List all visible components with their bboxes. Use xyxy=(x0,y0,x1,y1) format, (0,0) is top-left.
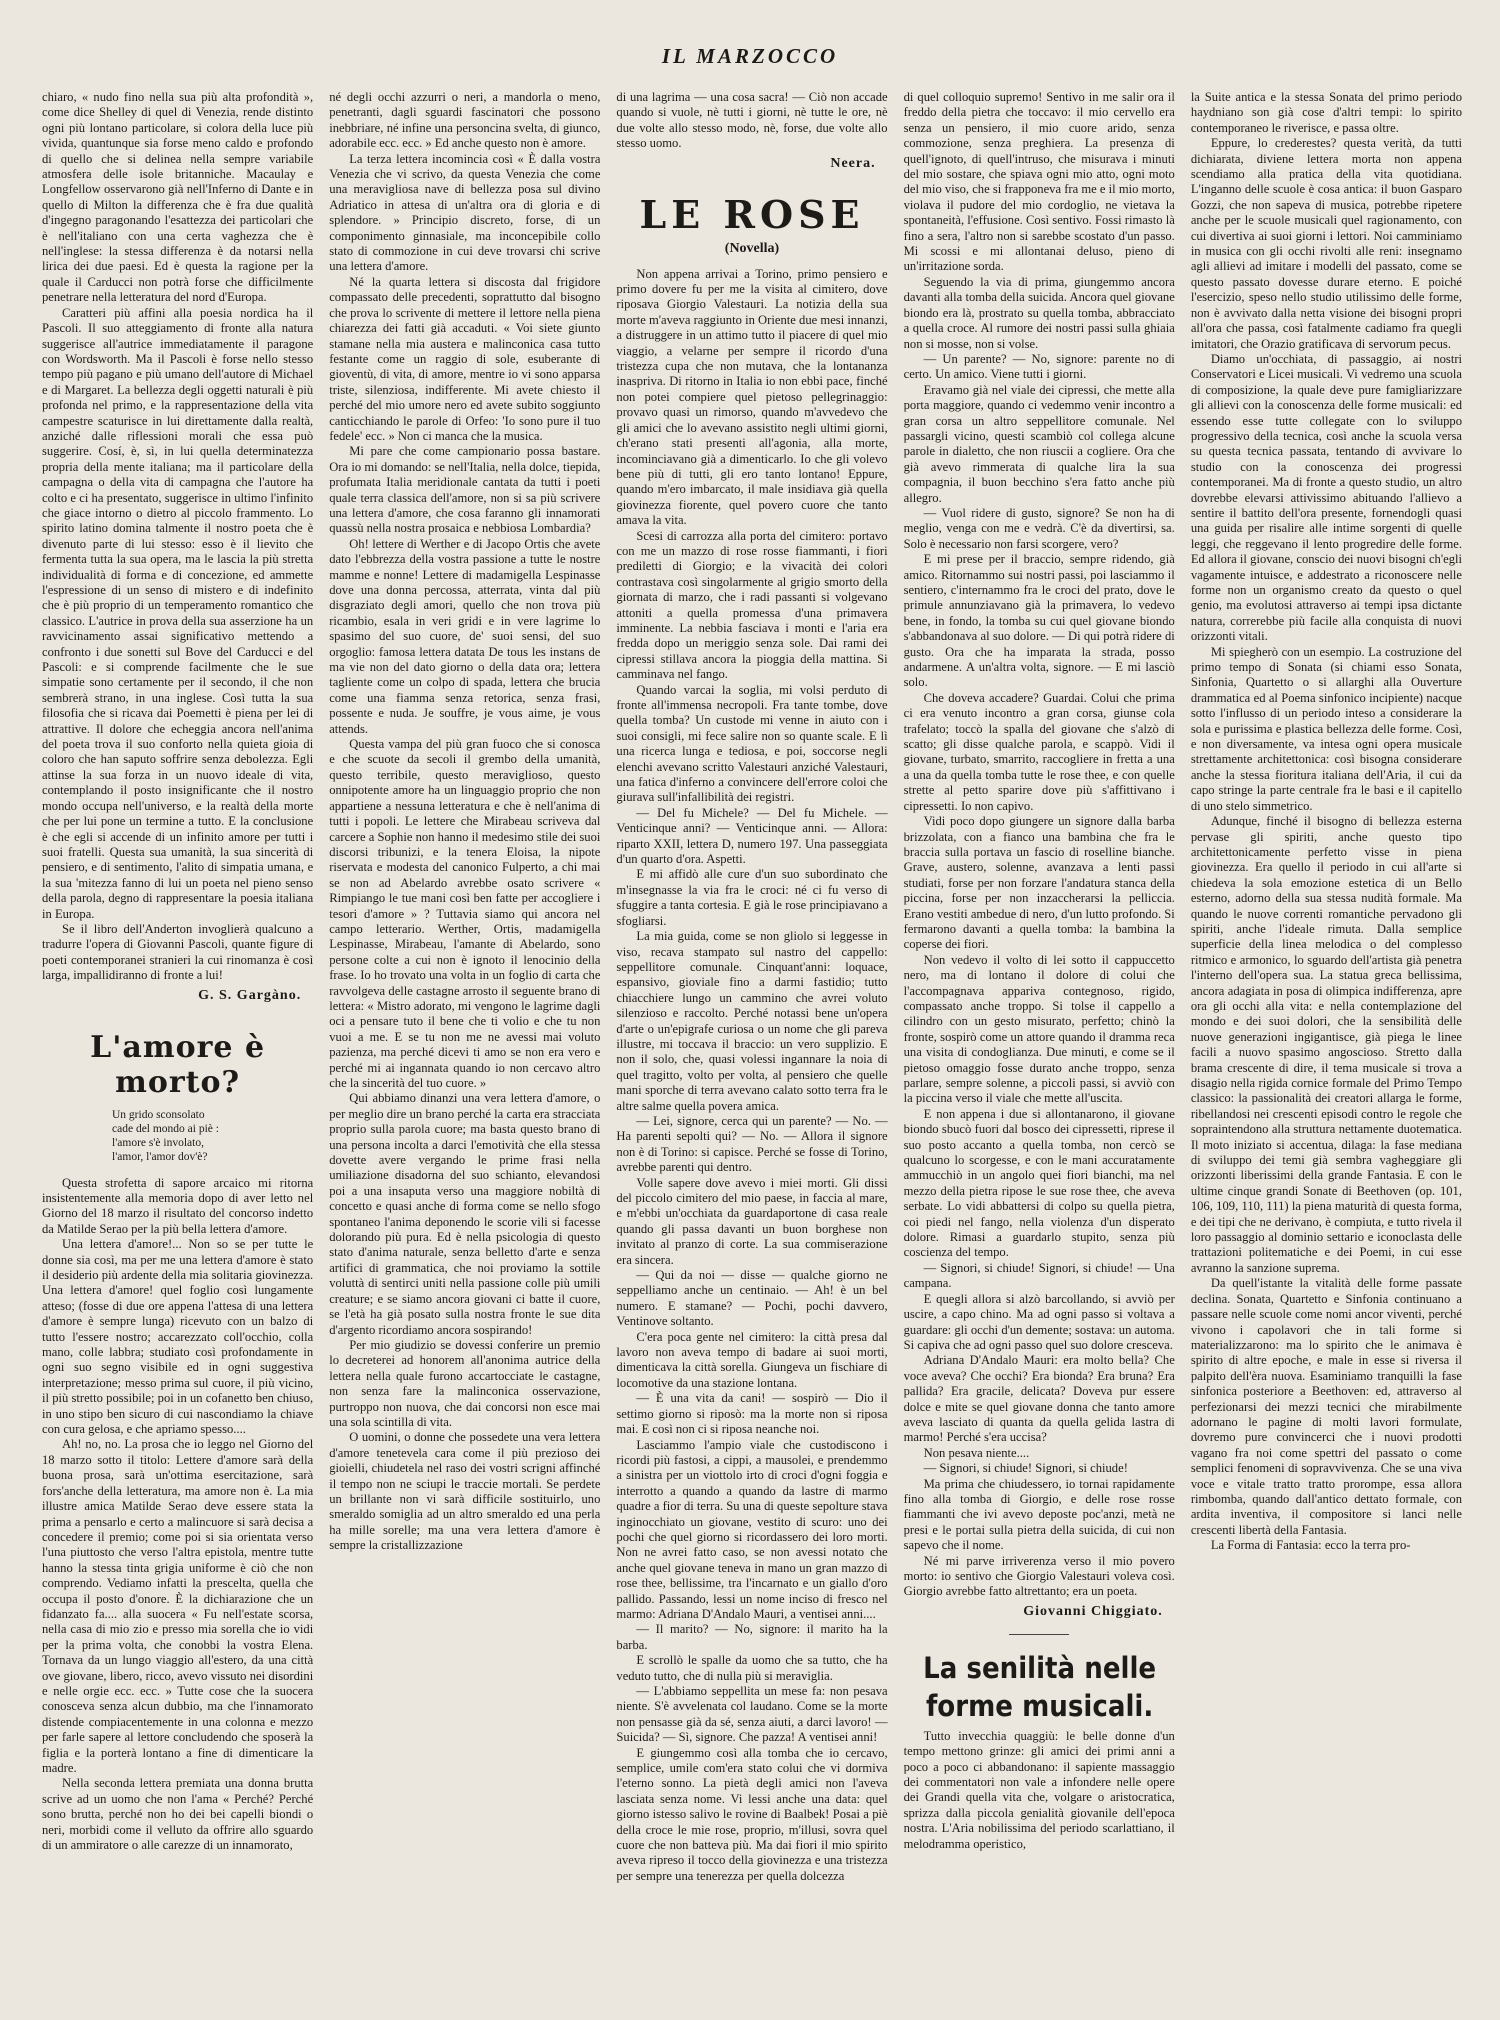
paragraph: — Signori, si chiude! Signori, si chiude! — Una campana. xyxy=(903,1260,1175,1291)
poem-line: l'amore s'è involato, xyxy=(112,1136,204,1149)
paragraph: Caratteri più affini alla poesia nordica ha il Pascoli. Il suo atteggiamento di fronte alla natura suggerisce all'autrice immediatamente il paragone con Wordsworth. Ma il Pascoli è forse nello stesso tempo più pagano e più umano dell'autore di Michael e di Margaret. La bellezza degli oggetti naturali è più profonda nel primo, e la rappresentazione della vita campestre scaturisce in lui direttamente dalla realtà, anziché dalle riflessioni morali che essa può suggerire. Cosí, è, sì, in lui quella determinatezza propria della mente italiana; ma il particolare della campagna o della vita di campagna che l'autore ha colto e ci ha presentato, suggerisce in ultimo l'infinito che giace intorno o dietro al piccolo frammento. Lo spirito latino domina talmente il nostro poeta che è divenuto parte di lui stesso: esso è il lievito che fermenta tutta la sua opera, ma le lascia la più stretta individualità di forma e di concezione, ed ammette l'espressione di un senso di mistero e di indefinito che è più proprio di un temperamento romantico che classico. L'autrice in prova della sua asserzione ha un ravvicinamento assai significativo mettendo a confronto i due sonetti sul Bove del Carducci e del Pascoli: e si comprende facilmente che le sue simpatie sono certamente per il secondo, il che non sembrerà strano, in una inglese. Così tutta la sua filosofia che si ricava dai Poemetti è piena per lei di attrattive. Il dolore che echeggia ancora nell'anima del poeta trova il suo conforto nella quieta gioia di coloro che han saputo soffrire senza debolezza. Egli attinse la sua forza in un nuovo ideale di vita, contemplando il posto insignificante che il nostro mondo occupa nell'universo, e la realtà della morte che per lui pone un termine a tutto. E la conclusione è che egli si accende di un infinito amore per tutti i suoi fratelli. Questa sua umanità, la sua sincerità di pensiero, e di sentimento, l'alito di simpatia umana, e la sua 'mitezza fanno di lui un poeta nel pieno senso della parola, degno di rappresentare la poesia italiana in Europa. xyxy=(42,305,314,921)
paragraph: Scesi di carrozza alla porta del cimitero: portavo con me un mazzo di rose rosse fiammanti, i fiori prediletti di Giorgio; e la vivacità dei colori contrastava così singolarmente al grigio smorto della giornata di marzo, che i radi passanti si volgevano attoniti a quella promessa d'una primavera imminente. La nebbia fasciava i monti e l'aria era fredda dopo un meriggio senza sole. Dai rami dei cipressi stillava ancora la pioggia della mattina. Si camminava nel fango. xyxy=(616,528,888,682)
paragraph: Per mio giudizio se dovessi conferire un premio lo decreterei ad honorem all'anonima autrice della lettera nella quale furono accartocciate le castagne, non senza fare la malinconica osservazione, purtroppo non nuova, che dai concorsi non esce mai una sola scintilla di vita. xyxy=(329,1337,601,1429)
paragraph: C'era poca gente nel cimitero: la città presa dal lavoro non aveva tempo di badare ai suoi morti, dimenticava la città sorella. Giungeva un fischiare di locomotive da una stazione lontana. xyxy=(616,1329,888,1390)
paragraph: — Signori, si chiude! Signori, si chiude! xyxy=(923,1461,1128,1476)
paragraph: La mia guida, come se non gliolo si leggesse in viso, recava stampato sul nastro del cappello: seppellitore comunale. Cinquant'anni: loquace, espansivo, gioviale fino a darmi fastidio; tutto chiacchiere lungo un cammino che avrei voluto silenzioso e raccolto. Perché notassi bene un'opera d'arte o un'epigrafe curiosa o un nome che gli pareva illustre, mi toccava il braccio: un vero supplizio. E non il solo, che, quasi volessi ingannare la noia di quel tragitto, volto per volta, al pensiero che quelle mani sporche di terra avevano calato sotto terra fra le altre salme quella povera amica. xyxy=(616,929,888,1113)
paragraph: Questa strofetta di sapore arcaico mi ritorna insistentemente alla memoria dopo di aver letto nel Giorno del 18 marzo il risultato del concorso indetto da Matilde Serao per la più bella lettera d'amore. xyxy=(42,1175,314,1236)
paragraph: Né la quarta lettera si discosta dal frigidore compassato delle precedenti, soprattutto dal bisogno che prova lo scrivente di mettere il lettore nella piena chiarezza dei fatti già accaduti. « Voi siete giunto stamane nella mia austera e malinconica casa tutto festante come un raggio di sole, esuberante di gioventù, di vita, di amore, mentre io vi sono apparsa triste, silenziosa, indifferente. Mi avete chiesto il perché del mio umore nero ed avete subito soggiunto canticchiando le parole di Orfeo: 'Io sono pure il tuo fedele' ecc. » Non ci manca che la musica. xyxy=(329,274,601,443)
paragraph: — È una vita da cani! — sospirò — Dio il settimo giorno si riposò: ma la morte non si riposa mai. E così non ci si riposa neanche noi. xyxy=(616,1391,888,1437)
paragraph: — Un parente? — No, signore: parente no di certo. Un amico. Viene tutti i giorni. xyxy=(903,351,1175,382)
divider xyxy=(1009,1634,1069,1635)
column-5 xyxy=(1191,90,1462,1990)
article-title-amore: L'amore è morto? xyxy=(90,1029,266,1100)
paragraph: La Forma di Fantasia: ecco la terra pro- xyxy=(1210,1538,1411,1553)
paragraph: Non appena arrivai a Torino, primo pensiero e primo dovere fu per me la visita al cimitero, dove riposava Giorgio Valestauri. La notizia della sua morte m'aveva raggiunto in Oriente due mesi innanzi, a distruggere in un attimo tutto il piacere di quel mio viaggio, a velarne per sempre il ricordo d'una tristezza cupa che non mutava, che la lontananza inaspriva. Di ritorno in Italia io non ebbi pace, finché non potei compiere quel pietoso pellegrinaggio: provavo quasi un rimorso, quando m'avvedevo che gli amici che lo avevano assistito negli ultimi giorni, ch'erano stati presenti all'agonia, alla morte, incominciavano già a dimenticarlo. Io che gli volevo bene più di tutti, gli ero tanto lontano! Eppure, quando m'ero imbarcato, il male insidiava già quella giovinezza fiorente, quel povero cuore che tanto amava la vita. xyxy=(616,266,888,528)
signature-neera: Neera. xyxy=(830,155,876,171)
paragraph: Adriana D'Andalo Mauri: era molto bella? Che voce aveva? Che occhi? Era bionda? Era bruna? Era pallida? Era gracile, delicata? Doveva pur essere dolce e mite se quel giovane donna che tanto amore aveva lasciato di quanta da quella gelida lastra di marmo! Perché s'era uccisa? xyxy=(903,1353,1175,1445)
paragraph: O uomini, o donne che possedete una vera lettera d'amore tenetevela cara come il più prezioso dei gioielli, chiudetela nel raso dei vostri scrigni affinché il tempo non ne sciupi le traccie mortali. Se perdete un brillante non vi sarà difficile sostituirlo, uno smeraldo somiglia ad un altro smeraldo ed una perla ha mille sorelle; ma una vera lettera d'amore è sempre la cristallizzazione xyxy=(329,1430,601,1553)
paragraph: di una lagrima — una cosa sacra! — Ciò non accade quando si vuole, nè tutti i giorni, nè tutte le ore, nè due volte allo stesso modo, nè, forse, due volte allo stesso uomo. xyxy=(616,90,888,151)
paragraph: né degli occhi azzurri o neri, a mandorla o meno, penetranti, dagli sguardi fascinatori che possono inebbriare, né infine una personcina svelta, di giunco, adorabile ecc. ecc. » Ed anche questo non è amore. xyxy=(329,90,601,151)
paragraph: E mi affidò alle cure d'un suo subordinato che m'insegnasse la via fra le croci: né ci fu verso di sfuggire a tanta cortesia. E già le rose principiavano a sfogliarsi. xyxy=(616,867,888,928)
paragraph: Vidi poco dopo giungere un signore dalla barba brizzolata, con a fianco una bambina che fra le braccia sulla portava un fascio di roselline bianche. Grave, austero, solenne, avanzava a lenti passi studiati, forse per non forzare l'andatura stanca della piccina, forse per non inzaccherarsi la pelliccia. Erano vestiti ambedue di nero, d'un lutto profondo. Si fermarono davanti a quella tomba: la bambina la coperse dei fiori. xyxy=(903,814,1175,952)
paragraph: Volle sapere dove avevo i miei morti. Gli dissi del piccolo cimitero del mio paese, in faccia al mare, e m'ebbi un'occhiata da guardaportone di casa reale quando gli passa davanti un buon borghese non invitato al pranzo di corte. La sua commiserazione era sincera. xyxy=(616,1175,888,1267)
signature-chiggiato: Giovanni Chiggiato. xyxy=(1023,1603,1163,1619)
paragraph: Diamo un'occhiata, di passaggio, ai nostri Conservatori e Licei musicali. Vi vedremo una scuola di composizione, la quale deve pure famigliarizzare gli allievi con la conoscenza delle forme musicali: ed essendo esse tutte collegate con lo sviluppo progressivo della tecnica, così anche la scuola versa su questa tecnica passata, tentando di avvivare lo studio con la conoscenza dei progressi contemporanei. Ma di fronte a questo studio, un altro dovrebbe elevarsi attivissimo abituando l'allievo a sentire il battito dell'ora presente, fornendogli quasi una guida per risalire alle intime sorgenti di quelle leggi, che reggevano il lento progredire delle forme. Ed allora il giovane, conscio dei nuovi bisogni ch'egli vagamente intuisce, e addestrato a riconoscere nelle forme non un organismo creato da questo o quel genio, ma evolutosi attraverso ai tempi ipsa dictante natura, correrebbe più facile alla conquista di nuovi orizzonti vitali. xyxy=(1190,351,1463,644)
paragraph: Ah! no, no. La prosa che io leggo nel Giorno del 18 marzo sotto il titolo: Lettere d'amore sarà della buona prosa, sarà un'ottima esercitazione, sarà fors'anche della letteratura, ma amore non è. La mia illustre amica Matilde Serao deve essere stata la prima a pensarlo e certo a malincuore si sarà decisa a concedere il premio; come poi si sia orientata verso l'una piuttosto che verso l'altra epistola, mentre tutte hanno la stessa tinta grigia uniforme è ciò che non comprendo. Vediamo infatti la prescelta, quella che occupa il posto d'onore. È la dichiarazione che un fidanzato fa.... alla suocera « Fu nell'estate scorsa, nella casa di mio zio e presso mia sorella che io vidi per la prima volta, che conobbi la vostra Elena. Tornava da un lungo viaggio all'estero, da una città ove giovane, libero, ricco, avevo vissuto nei disordini e nelle orgie ecc. ecc. » Tutte cose che la suocera conosceva senza alcun dubbio, ma che l'innamorato distende compiacentemente in una colonna e mezzo per farle sapere al lettore concludendo che sposerà la figlia e la porterà lontano a fine di dimenticare la madre. xyxy=(42,1437,314,1775)
paragraph: Qui abbiamo dinanzi una vera lettera d'amore, o per meglio dire un brano perché la carta era stracciata proprio sulla parola cuore; ma basta questo brano di una persona incolta a darci l'emotività che ella stessa dovette avere vergando le prime frasi nella umiliazione disadorna del suo schianto, elevandosi poi a una insaputa verso una maggiore nobiltà di concetto e quasi anche di forma come se nello sfogo spontaneo l'anima deponendo le scorie vili si facesse dolorando più pura. Ed è nella psicologia di questo stato d'anima naturale, senza belletto d'arte e senza artifici di grammatica, che noi proviamo la sottile voluttà di sentirci uniti nella passione colle più umili creature; e se siamo ancora giovani ci batte il cuore, se l'età ha già posato sulla nostra fronte le sue dita d'argento ricordiamo ancora sospirando! xyxy=(329,1091,601,1337)
paragraph: Da quell'istante la vitalità delle forme passate declina. Sonata, Quartetto e Sinfonia continuano a passare nelle scuole come nomi ancor viventi, perché vivono i capolavori che in tali forme si materializzarono: ma lo spirito che le animava è spirito di altre epoche, e male in esse si riversa il palpito dell'èra nuova. Esaminiamo tranquilli la fase sinfonica posteriore a Beethoven: ed, attraverso al perfezionarsi dei mezzi tecnici che mirabilmente adornano le pagine di molti lavori formulate, dovremo pure convincerci che i nuovi prodotti vagano fra noi come spettri del passato o come semplici fenomeni di sopravvivenza. Che se una viva voce e vitale tratto tratto prorompe, essa allora rimbomba, quando dall'antico dettato formale, con ardita inventiva, il compositore si lanci nelle crescenti libertà della Fantasia. xyxy=(1190,1276,1463,1537)
paragraph: — Del fu Michele? — Del fu Michele. — Venticinque anni? — Venticinque anni. — Allora: riparto XXII, lettera D, numero 197. Una passeggiata d'un quarto d'ora. Aspetti. xyxy=(616,805,888,867)
paragraph: Né mi parve irriverenza verso il mio povero morto: io sentivo che Giorgio Valestauri voleva così. Giorgio avrebbe fatto altrettanto; era un poeta. xyxy=(903,1553,1175,1599)
poem-line: Un grido sconsolato xyxy=(112,1108,205,1121)
paragraph: Oh! lettere di Werther e di Jacopo Ortis che avete dato l'ebbrezza della vostra passione a tutte le nostre mamme e nonne! Lettere di madamigella Lespinasse dove una donna percossa, atterrata, vinta dal più disgraziato degli amori, quello che non trova più ricambio, esala in veri gridi e in vere lagrime lo spasimo del suo cuore, de' suoi sensi, del suo orgoglio: famosa lettera datata De tous les instans de ma vie non del dato giorno o della data ora; lettera tagliente come un colpo di spada, lettera che brucia come una fiamma senza retorica, senza frasi, possente e nuda. Je souffre, je vous aime, je vous attends. xyxy=(329,536,601,736)
article-title-senilita: La senilità nelle forme musicali. xyxy=(922,1650,1156,1723)
paragraph: — L'abbiamo seppellita un mese fa: non pesava niente. S'è avvelenata col laudano. Come se la morte non pensasse già da sé, senza aiuti, a darci lavoro! — Suicida? — Sì, signore. Che pazza! A ventisei anni! xyxy=(616,1684,888,1745)
paragraph: Nella seconda lettera premiata una donna brutta scrive ad un uomo che non l'ama « Perché? Perché sono brutta, perché non ho dei bei capelli biondi o neri, morbidi come il velluto da offrire allo sguardo di un ammiratore o alle carezze di un innamorato, xyxy=(42,1776,314,1853)
paragraph: — Qui da noi — disse — qualche giorno ne seppelliamo anche un centinaio. — Ah! è un bel numero. E stamane? — Pochi, pochi davvero, Ventinove soltanto. xyxy=(616,1268,888,1329)
paragraph: Mi pare che come campionario possa bastare. Ora io mi domando: se nell'Italia, nella dolce, tiepida, profumata Italia meridionale cantata da tutti i poeti quale terra classica dell'amore, non si sa più scrivere una lettera d'amore, che cosa faranno gli innamorati quassù nella nostra prosaica e nebbiosa Lombardia? xyxy=(329,444,601,536)
signature-gargano: G. S. Gargàno. xyxy=(198,987,302,1003)
paragraph: Seguendo la via di prima, giungemmo ancora davanti alla tomba della suicida. Ancora quel giovane biondo era là, prostrato su quella tomba, abbracciato a quella croce. Al rumore dei nostri passi sulla ghiaia non si mosse, non si volse. xyxy=(903,274,1175,351)
paragraph: Lasciammo l'ampio viale che custodiscono i ricordi più fastosi, a cippi, a mausolei, e prendemmo a sinistra per un viottolo irto di croci d'ogni foggia e interrotto a quando a quando da lastre di marmo quadre a fior di terra. Su una di queste sepolture stava inginocchiato un giovane, vestito di scuro: uno dei pochi che quel giorno si ricordassero dei loro morti. Non ne avrei fatto caso, se non avessi notato che anche quel giovane teneva in mano un gran mazzo di rose thee, bellissime, tra l'incarnato e un giallo d'oro pallido. Passando, lessi un nome inciso di fresco nel marmo: Adriana D'Andalo Mauri, a ventisei anni.... xyxy=(616,1437,888,1621)
paragraph: E scrollò le spalle da uomo che sa tutto, che ha veduto tutto, che di nulla più si meraviglia. xyxy=(616,1653,888,1683)
epigraph-poem xyxy=(112,1108,313,1164)
column-4 xyxy=(904,90,1175,1990)
paragraph: E giungemmo così alla tomba che io cercavo, semplice, umile com'era stato colui che vi dormiva l'eterno sonno. La pietà degli amici non l'aveva lasciata senza nome. Vi lessi anche una data: quel giorno istesso salivo le rovine di Baalbek! Posai a piè della croce le mie rose, proprio, m'illusi, sovra quel cuore che non batteva più. Ma dai fiori il mio spirito aveva ripreso il tocco della giovinezza e una tristezza per sempre una tenerezza per quella dolcezza xyxy=(616,1745,888,1883)
paragraph: E mi prese per il braccio, sempre ridendo, già amico. Ritornammo sui nostri passi, poi lasciammo il sentiero, c'internammo fra le croci del prato, dove le primule annunziavano già la primavera, lo vedevo bene, in fondo, la tomba su cui quel giovane biondo s'abbandonava al suo dolore. — Di qui potrà ridere di gusto. Ora che ha imparata la strada, posso andarmene. A un'altra volta, signore. — E mi lasciò solo. xyxy=(903,552,1175,690)
paragraph: Se il libro dell'Anderton invoglierà qualcuno a tradurre l'opera di Giovanni Pascoli, quante figure di poeti contemporanei stranieri la cui rinomanza è così larga, impallidiranno di fronte a lui! xyxy=(42,921,314,983)
paragraph: di quel colloquio supremo! Sentivo in me salir ora il freddo della pietra che toccavo: il mio cervello era senza un pensiero, il mio cuore arido, senza commozione, senza preghiera. La presenza di quell'ignoto, di quell'intruso, che misurava i minuti del mio sostare, che spiava ogni mio atto, ogni moto del mio viso, che si frapponeva fra me e il mio morto, violava il pudore del mio cordoglio, ne vietava la spontaneità, l'effusione. Così sentivo. Fossi rimasto là fino a sera, l'altro non si sarebbe scostato d'un passo. Mi scossi e mi allontanai deluso, pieno di un'irritazione sorda. xyxy=(903,90,1175,274)
paragraph: Quando varcai la soglia, mi volsi perduto di fronte all'immensa necropoli. Fra tante tombe, dove quella tomba? Un custode mi venne in aiuto con i suoi consigli, mi fece salire non so quante scale. E lì una ricerca lunga e tediosa, e poi, soccorse negli elenchi avevano scritto Valestauri anziché Valestauri, una fatica d'inferno a convincere dell'errore coloi che giurava sull'infallibilità dei registri. xyxy=(616,682,888,805)
masthead: IL MARZOCCO xyxy=(661,44,839,68)
paragraph: E non appena i due si allontanarono, il giovane biondo sbucò fuori dal bosco dei cipressetti, riprese il suo posto accanto a quella tomba, non cercò se qualcuno lo scorgesse, e con le mani accuratamente ammucchiò in un angolo quei fiori bianchi, ma nel mezzo della pietra ripose le sue rose thee, che aveva serbate. Lo vidi abbattersi di colpo su quella pietra, coi piedi nel fango, nella violenza d'un disperato dolore. Rimasi a guardarlo stupito, senza più coscienza del tempo. xyxy=(903,1106,1175,1260)
paragraph: la Suite antica e la stessa Sonata del primo periodo haydniano son già cose d'altri tempi: lo spirito contemporaneo le riverisce, e passa oltre. xyxy=(1190,90,1463,135)
paragraph: Che doveva accadere? Guardai. Colui che prima ci era venuto incontro a gran corsa, giunse cola trafelato; toccò la spalla del giovane che s'alzò di scatto; gli disse qualche parola, e scappò. Vidi il giovane, turbato, smarrito, raccogliere in fretta a una a una da quella tomba tutte le rose thee, e con quelle strette al petto sparire dove più s'affittivano i cipressetti. Io non capivo. xyxy=(903,690,1175,813)
columns xyxy=(42,90,1462,1990)
paragraph: — Vuol ridere di gusto, signore? Se non ha di meglio, venga con me e vedrà. C'è da divertirsi, sa. Solo è necessario non farsi scorgere, vero? xyxy=(903,505,1175,551)
paragraph: chiaro, « nudo fino nella sua più alta profondità », come dice Shelley di quel di Venezia, rende distinto ogni più lontano particolare, si colora della luce più vivida, quantunque sia forse meno caldo e profondo di quello che si delinea nella sempre variabile atmosfera delle isole britanniche. Macaulay e Longfellow osservarono già nell'Inferno di Dante e in quello di Milton la differenza che è fra due qualità d'ingegno paragonando l'esattezza dei particolari che è nell'italiano con una certa vaghezza che è nell'inglese: la stessa differenza è da notarsi nella lirica dei due paesi. Ed è questa la ragione per la quale il Carducci non potrà forse che difficilmente penetrare nella letteratura del nord d'Europa. xyxy=(42,90,314,305)
paragraph: Eravamo già nel viale dei cipressi, che mette alla porta maggiore, quando ci vedemmo venir incontro a gran corsa un altro seppellitore comunale. Nel passargli vicino, questi scambiò col collega alcune parole in dialetto, che non riuscii a cogliere. Ora che già avevo rimmerata di qualche lira la sua compagnia, il buon becchino s'era fatto anche più allegro. xyxy=(903,382,1175,505)
column-2 xyxy=(329,90,600,1990)
paragraph: Mi spiegherò con un esempio. La costruzione del primo tempo di Sonata (si chiami esso Sonata, Sinfonia, Quartetto o si allarghi alla Ouverture drammatica ed al Poema sinfonico incipiente) nacque sotto l'influsso di un periodo inteso a considerare la sola e purissima e plastica bellezza delle forme. Così, e non diversamente, va intesa ogni opera musicale strettamente architettonica: così bisogna considerare anche la stessa fioritura italiana dell'Aria, il cui da capo stringe la parte centrale fra le basi e il capitello di uno stelo simmetrico. xyxy=(1190,644,1463,813)
column-1 xyxy=(42,90,313,1990)
paragraph: Eppure, lo crederestes? questa verità, da tutti dichiarata, diviene lettera morta non appena scendiamo alla pratica della vita quotidiana. L'inganno delle scuole è cosa antica: il buon Gasparo Gozzi, che non sapeva di musica, potrebbe ripetere anche per le scuole musicali quel ragionamento, con cui divertiva ai suoi giorni i lettori. Noi camminiamo in musica con gli occhi rivolti alle reni: insegnamo agli allievi ad imitare i modelli del passato, come se questo passato dovesse durare eterno. E poiché l'esercizio, speso nello studio utilissimo delle forme, non è avvivato dalla netta visione dei bisogni propri all'ora che passa, così fatalmente cadiamo fra quegli imitatori, che Orazio gratificava di servorum pecus. xyxy=(1190,136,1463,351)
paragraph: Tutto invecchia quaggiù: le belle donne d'un tempo mettono grinze: gli amici dei primi anni a poco a poco ci abbandonano: il sapiente massaggio dei commentatori non vale a infondere nelle opere dei Grandi quella vita che, volgare o aristocratica, sprizza dalla piccola genialità giovanile dell'epoca nostra. L'Aria nobilissima del periodo scarlattiano, il melodramma operistico, xyxy=(903,1728,1175,1851)
column-3 xyxy=(616,90,887,1990)
paragraph: Non pesava niente.... xyxy=(923,1445,1030,1460)
poem-line: cade del mondo ai piè : xyxy=(112,1122,219,1135)
paragraph: — Il marito? — No, signore: il marito ha la barba. xyxy=(616,1622,888,1652)
paragraph: La terza lettera incomincia così « È dalla vostra Venezia che vi scrivo, da questa Venezia che come una meravigliosa nave di bellezza posa sul divino Adriatico in attesa di un'altra ora di gloria e di splendore. » Principio discreto, forse, di un componimento ginnasiale, ma inconcepibile collo stato di commozione in cui deve trovarsi chi scrive una lettera d'amore. xyxy=(329,151,601,274)
article-title-rose: LE ROSE xyxy=(639,191,865,237)
paragraph: E quegli allora si alzò barcollando, si avviò per uscire, a capo chino. Ma ad ogni passo si voltava a guardare: gli occhi d'un demente; sostava: un automa. Si capiva che ad ogni passo quel suo dolore cresceva. xyxy=(903,1291,1175,1352)
poem-line: l'amor, l'amor dov'è? xyxy=(112,1150,208,1163)
paragraph: Questa vampa del più gran fuoco che si conosca e che scuote da secoli il grembo della umanità, questo terribile, questo meraviglioso, questo onnipotente amore ha un linguaggio proprio che non appartiene a nessuna letteratura e che è nell'anima di tutti i popoli. Le lettere che Mirabeau scriveva dal carcere a Sophie non hanno il medesimo stile dei suoi discorsi tribunizi, e la tenera Eloisa, la nipote riservata e modesta del canonico Fulperto, a chi mai se non ad Abelardo avrebbe osato scrivere « Rimpiango le tue mani così ben fatte per accogliere i tesori d'amore » ? Tuttavia siamo qui ancora nel campo letterario. Werther, Ortis, madamigella Lespinasse, Mirabeau, l'amante di Abelardo, sono persone colte a cui non è ignoto il lenocinio della frase. Io ho trovato una volta in un foglio di carta che ravvolgeva delle castagne arrosto il seguente brano di lettera: « Mistro adorato, mi vengono le lagrime dagli oci a pensare tuto il bene che ti volio e che tu non vuoi a me. E se tu non me ne avessi mai voluto pazienza, ma perché dicevi ti amo se non era vero e perché mi ai ingannata quando io non cercavo altro che la sincerità del tuo cuore. » xyxy=(329,737,601,1090)
paragraph: — Lei, signore, cerca qui un parente? — No. — Ha parenti sepolti qui? — No. — Allora il signore non è di Torino: si capisce. Perché se fosse di Torino, avrebbe parenti qui dentro. xyxy=(616,1113,888,1175)
paragraph: Ma prima che chiudessero, io tornai rapidamente fino alla tomba di Giorgio, e delle rose rosse fiammanti che ivi avevo deposte poc'anzi, metà ne presi e le portai sulla pietra della suicida, di cui non sapevo che il nome. xyxy=(903,1476,1175,1553)
paragraph: Adunque, finché il bisogno di bellezza esterna pervase gli spiriti, anche questo tipo architettonicamente perfetto visse in piena giovinezza. Era quello il periodo in cui all'arte si chiedeva la sola emozione estetica di un Bello esterno, adorno della sua stessa nudità formale. Ma quando le nuove correnti romantiche pervadono gli spiriti, anche l'ideale rimuta. Dalla semplice superficie della linea melodica o del complesso ritmico e armonico, lo sguardo dell'artista già penetra l'interno dell'opera sua. La statua greca bellissima, ancora adagiata in posa di olimpica indifferenza, apre ora gli occhi alla vita: e nella contemplazione del mondo e dei suoi dolori, che la sensibilità delle nuove generazioni ingigantisce, già piega le linee facili a nuovo spasimo angoscioso. Stretto dalla brama crescente di dire, il tema musicale si trova a disagio nella rigida cornice formale del Primo Tempo classico: la passionalità dei creatori allarga le forme, ribellandosi nei crescenti episodi contro le regole che sopraintendono alla struttura nettamente duotematica. Il moto iniziato si accentua, dilaga: la fase mediana di sviluppo dei temi già sembra vagheggiare gli orizzonti liberissimi della grande Fantasia. E con le ultime cinque grandi Sonate di Beethoven (op. 101, 106, 109, 110, 111) la piena maturità di questa forma, e dei tipi che ne derivano, è compiuta, e tutto rivela il loro passaggio al dominio settario e iconoclasta delle trattazioni politematiche e dei Poemi, in cui esse avranno la sanzione suprema. xyxy=(1190,814,1463,1275)
paragraph: Una lettera d'amore!... Non so se per tutte le donne sia così, ma per me una lettera d'amore è stato il desiderio più ardente della mia solitaria giovinezza. Una lettera d'amore! quel foglio così lungamente atteso; (fosse di due ore appena l'attesa di una lettera d'amore è sempre lunga) ricevuto con un balzo di tutto l'essere nostro; accarezzato coll'occhio, colla mano, colle labbra; studiato così profondamente in ogni suo segno visibile ed in ogni suggestiva interpretazione; messo prima sul cuore, il più vicino, il più stretto possibile; poi in un cofanetto ben chiuso, in uno stipo ben sicuro di cui nascondiamo la chiave con cura gelosa, e che apriamo spesso.... xyxy=(42,1237,314,1437)
paragraph: Non vedevo il volto di lei sotto il cappuccetto nero, ma di lontano il dolore di colui che l'accompagnava appariva contegnoso, rigido, compassato anche troppo. Si tolse il cappello a cilindro con un gesto misurato, perfetto; chinò la fronte, sospirò come un attore quando il dramma reca una visita di condoglianza. Due minuti, e come se il pietoso omaggio fosse durato anche troppo, senza parlare, sempre solenne, a piccoli passi, si avviò con la piccina verso il viale che mette all'uscita. xyxy=(903,952,1175,1106)
article-subtitle: (Novella) xyxy=(724,240,780,256)
